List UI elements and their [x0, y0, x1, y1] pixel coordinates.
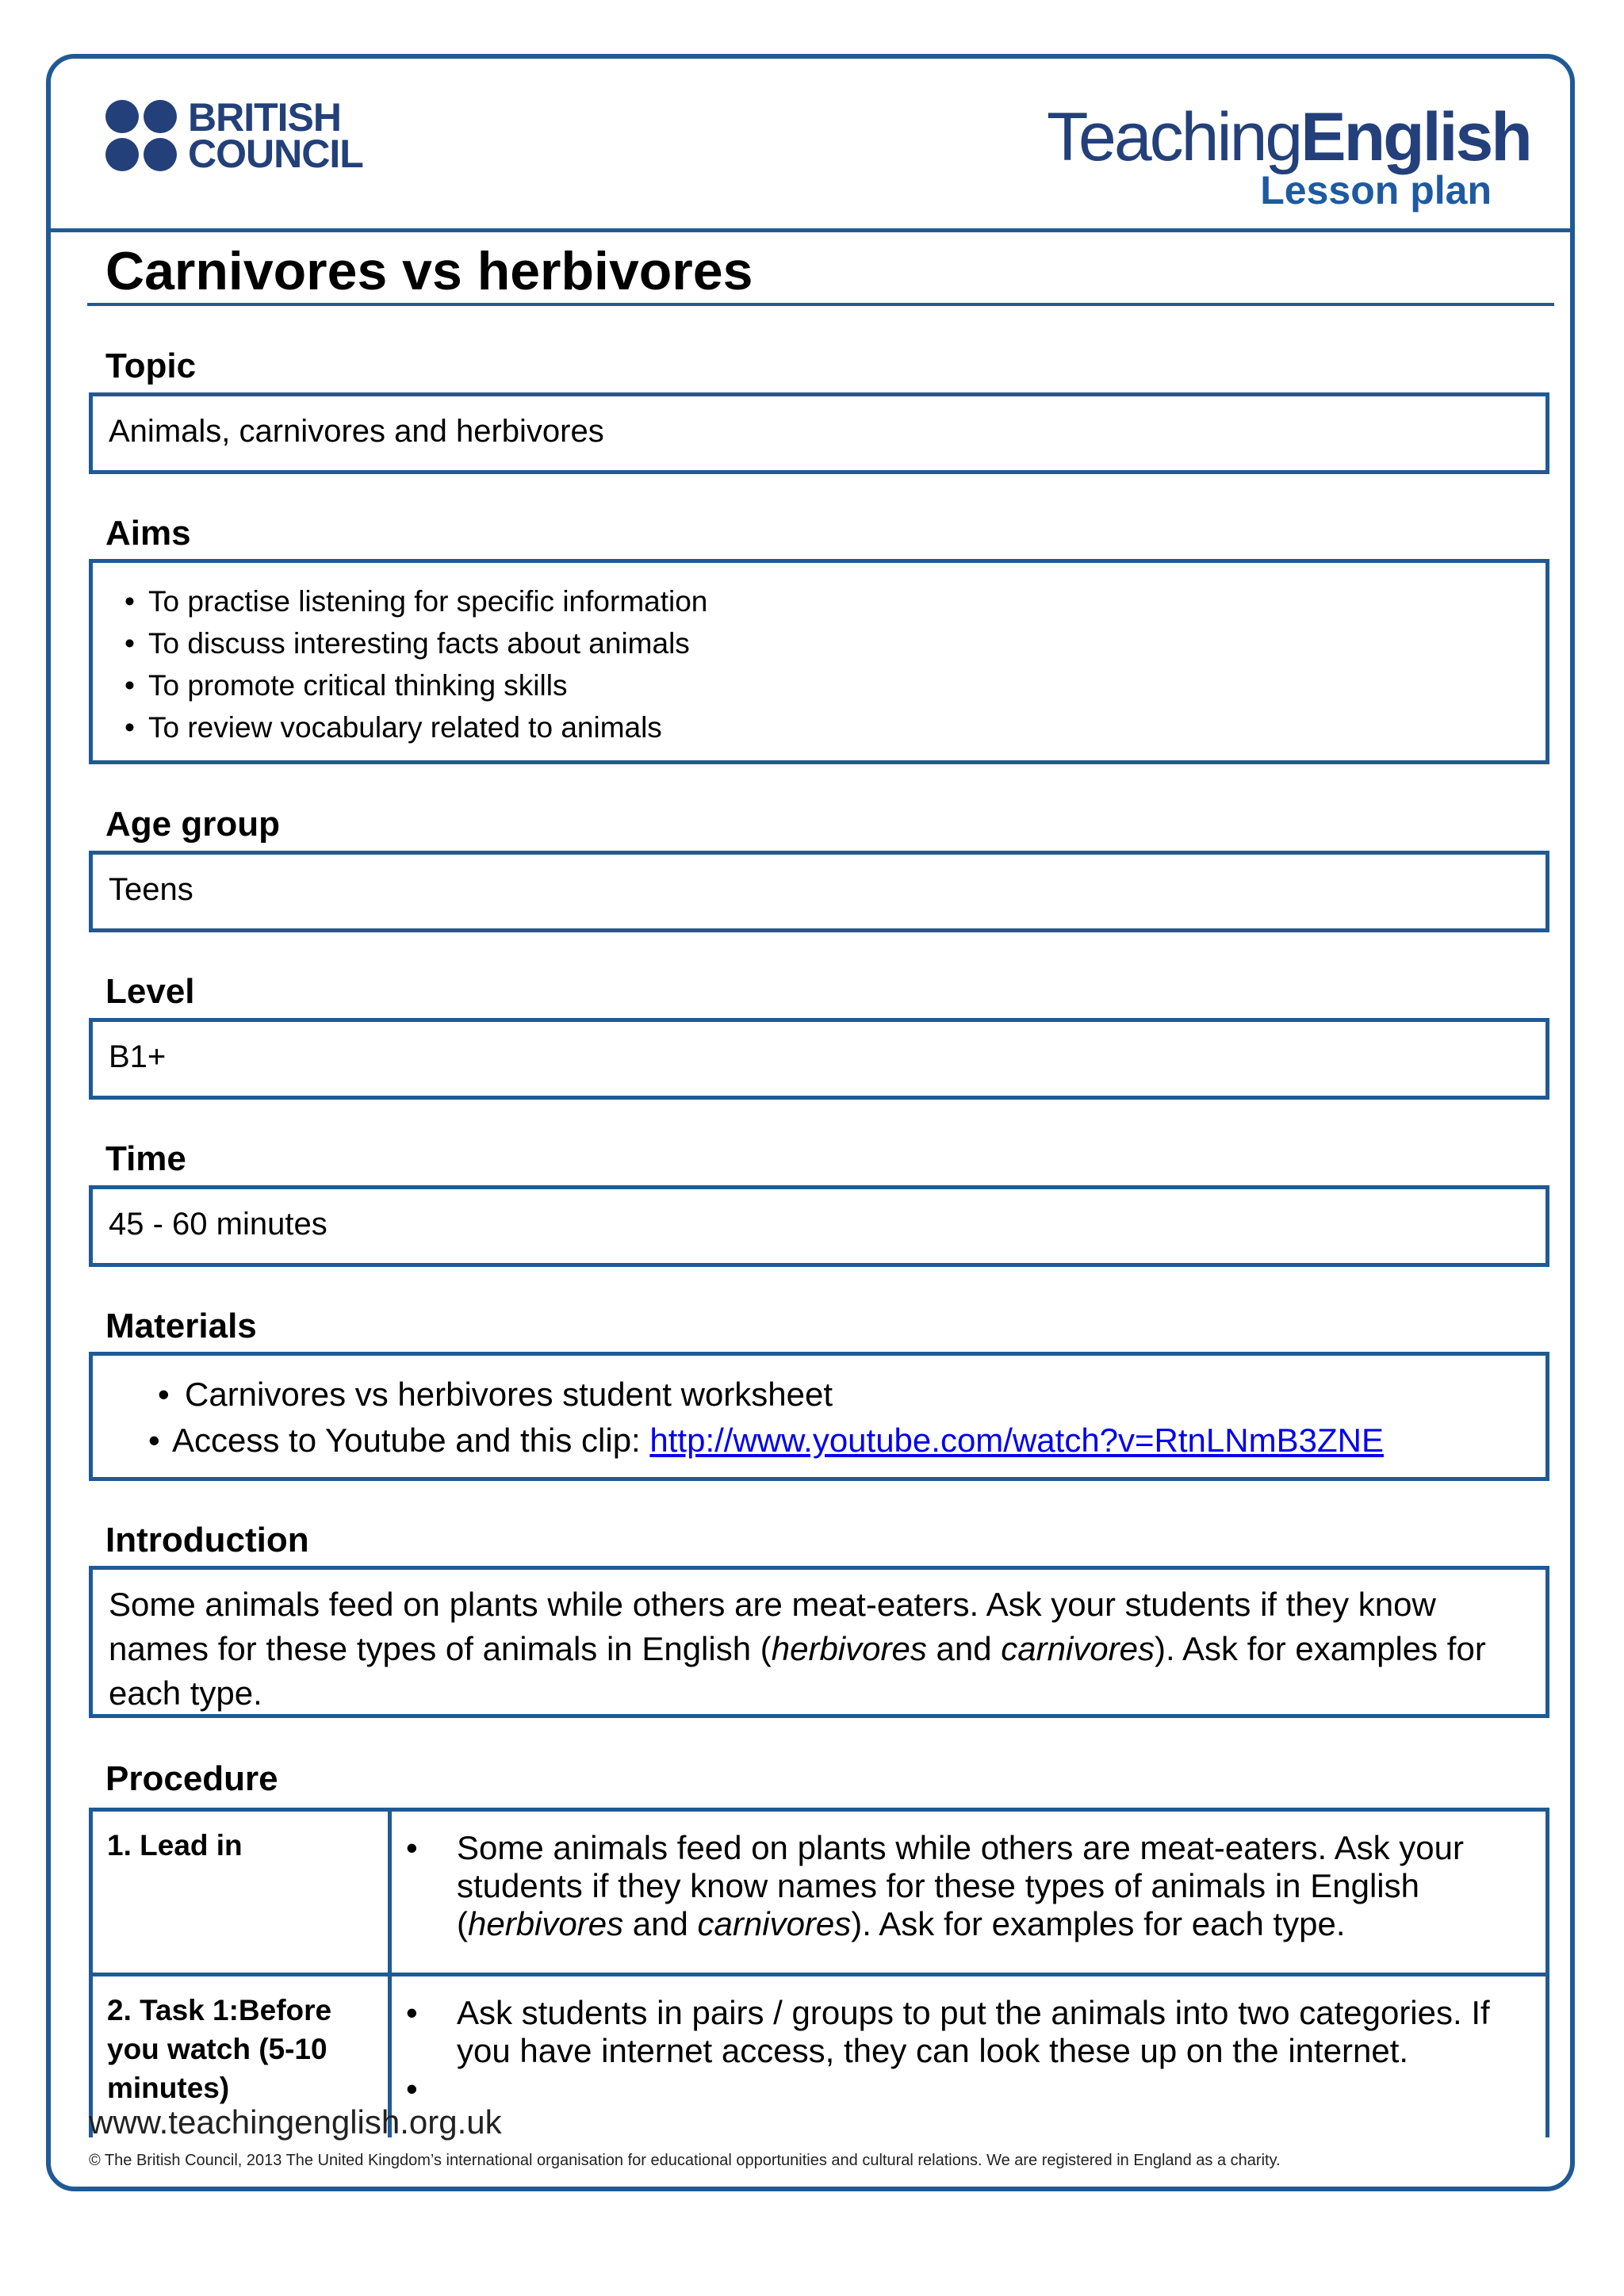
- youtube-clip-link[interactable]: http://www.youtube.com/watch?v=RtnLNmB3ZNE: [649, 1422, 1384, 1459]
- list-item: • To review vocabulary related to animals: [124, 706, 1545, 748]
- age-group-heading: Age group: [105, 805, 280, 844]
- british-council-wordmark: BRITISH COUNCIL: [188, 95, 363, 176]
- materials-list: [93, 1356, 1545, 1464]
- materials-heading: Materials: [105, 1307, 257, 1345]
- level-box: [89, 1018, 1549, 1100]
- header-divider: [46, 228, 1575, 232]
- british-council-dots-icon: [105, 100, 177, 171]
- page-title: Carnivores vs herbivores: [105, 241, 753, 301]
- topic-box: [89, 392, 1549, 474]
- topic-heading: Topic: [105, 346, 197, 385]
- footer-website: www.teachingenglish.org.uk: [89, 2103, 502, 2141]
- list-item: • Carnivores vs herbivores student worksheet: [158, 1372, 1545, 1418]
- lesson-plan-label: Lesson plan: [1260, 168, 1492, 212]
- procedure-stage-cell: 2. Task 1:Before you watch (5-10 minutes): [91, 1975, 390, 2138]
- introduction-box: [89, 1566, 1549, 1718]
- footer-copyright: © The British Council, 2013 The United Kingdom’s international organisation for educational opportunities and cultural relations. We are registered in England as a charity.: [89, 2152, 1281, 2169]
- teaching-english-logo: [1047, 99, 1530, 212]
- teaching-english-wordmark: TeachingEnglish: [1047, 99, 1530, 175]
- list-item: • Ask students in pairs / groups to put the animals into two categories. If you have internet access, they can look these up on the internet.: [392, 1994, 1522, 2070]
- age-group-value: Teens: [109, 872, 193, 907]
- table-row: [91, 1810, 1548, 1975]
- aims-box: [89, 559, 1549, 764]
- introduction-heading: Introduction: [105, 1521, 309, 1559]
- aims-heading: Aims: [105, 514, 191, 553]
- procedure-detail-cell: [390, 1810, 1548, 1975]
- list-item: [148, 1418, 1545, 1464]
- title-underline: [87, 303, 1554, 306]
- list-item: • Some animals feed on plants while others are meat-eaters. Ask your students if they know names for these types of animals in English (herbivores and carnivores). Ask for examples for each type.: [392, 1829, 1522, 1943]
- procedure-stage-cell: 1. Lead in: [91, 1810, 390, 1975]
- introduction-text: Some animals feed on plants while others are meat-eaters. Ask your students if they know names for these types of animals in English (herbivores and carnivores). Ask for examples for each type.: [109, 1586, 1486, 1712]
- topic-value: Animals, carnivores and herbivores: [109, 414, 604, 449]
- materials-clip-text: Access to Youtube and this clip:: [172, 1422, 650, 1459]
- british-council-logo: [105, 95, 363, 176]
- list-item: • To promote critical thinking skills: [124, 664, 1545, 706]
- aims-list: [93, 563, 1545, 748]
- level-value: B1+: [109, 1039, 167, 1074]
- list-item: • To discuss interesting facts about animals: [124, 622, 1545, 664]
- time-box: [89, 1185, 1549, 1267]
- procedure-detail-cell: [390, 1975, 1548, 2138]
- time-value: 45 - 60 minutes: [109, 1207, 327, 1242]
- level-heading: Level: [105, 972, 195, 1011]
- procedure-heading: Procedure: [105, 1759, 278, 1798]
- materials-box: [89, 1352, 1549, 1481]
- list-item: • To practise listening for specific information: [124, 580, 1545, 622]
- age-group-box: [89, 851, 1549, 932]
- list-item: [392, 2070, 1522, 2108]
- time-heading: Time: [105, 1139, 186, 1178]
- procedure-table: [89, 1808, 1549, 2137]
